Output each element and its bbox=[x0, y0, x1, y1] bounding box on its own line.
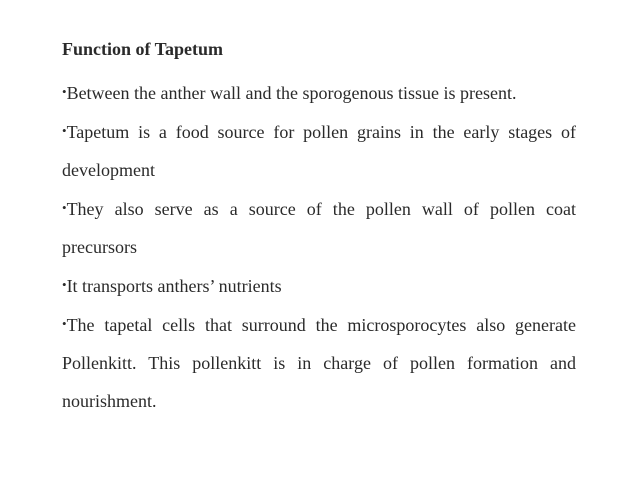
bullet-icon: • bbox=[62, 123, 67, 138]
bullet-text: It transports anthers’ nutrients bbox=[66, 276, 282, 296]
bullet-text: Tapetum is a food source for pollen grains in the early stages of development bbox=[62, 122, 576, 180]
bullet-text: They also serve as a source of the pollen wall of pollen coat precursors bbox=[62, 199, 576, 257]
bullet-list bbox=[62, 73, 576, 420]
bullet-text: The tapetal cells that surround the microsporocytes also generate Pollenkitt. This pollenkitt is in charge of pollen formation and nourishment. bbox=[62, 315, 576, 411]
bullet-item bbox=[62, 112, 576, 189]
bullet-icon: • bbox=[62, 84, 67, 99]
bullet-item bbox=[62, 305, 576, 420]
bullet-item bbox=[62, 189, 576, 266]
bullet-icon: • bbox=[62, 316, 67, 331]
bullet-icon: • bbox=[62, 277, 67, 292]
bullet-icon: • bbox=[62, 200, 67, 215]
bullet-item bbox=[62, 266, 576, 305]
slide-title: Function of Tapetum bbox=[62, 39, 224, 59]
bullet-text: Between the anther wall and the sporogenous tissue is present. bbox=[66, 83, 517, 103]
bullet-item bbox=[62, 73, 576, 112]
